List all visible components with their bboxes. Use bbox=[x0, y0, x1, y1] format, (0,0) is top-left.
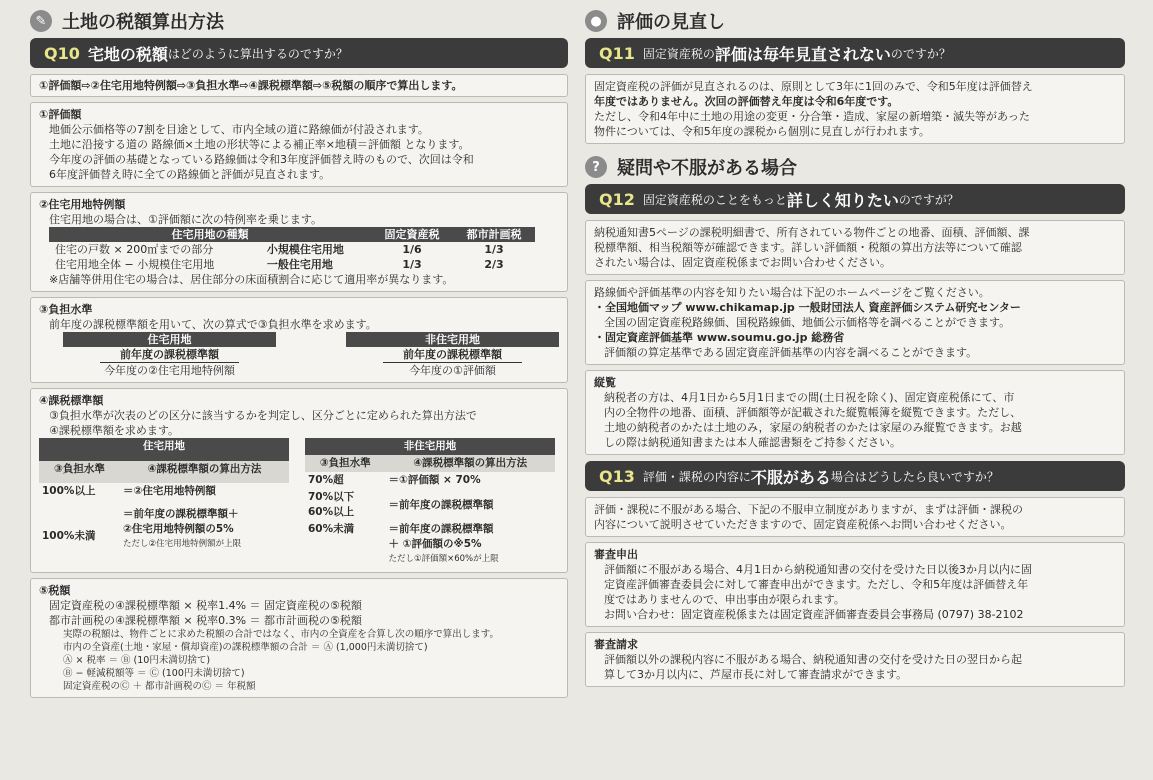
section-title-review: ● 評価の見直し bbox=[585, 8, 1125, 34]
left-column bbox=[30, 8, 568, 703]
box-inspection: 縦覧 納税者の方は、4月1日から5月1日までの間(土日祝を除く)、固定資産税係にて、市 内の全物件の地番、面積、評価額等が記載された縦覧帳簿を縦覧できます。ただし、 土地の納税者のかたは土地のみ，家屋の納税者のかたは家屋のみ縦覧できます。お越 しの際は納税通知書または本人確認書類をご持参ください。 bbox=[585, 370, 1125, 455]
formula-non-residential: 非住宅用地 前年度の課税標準額 今年度の①評価額 bbox=[346, 332, 559, 378]
calc-flow: ①評価額⇨②住宅用地特例額⇨③負担水準⇨④課税標準額⇨⑤税額の順序で算出します。 bbox=[30, 74, 568, 97]
table-row: 住宅用地全体 − 小規模住宅用地 一般住宅用地 1/3 2/3 bbox=[55, 258, 504, 271]
person-icon: ● bbox=[585, 10, 607, 32]
tax-base-non-residential-table: 非住宅用地 ③負担水準 ④課税標準額の算出方法 70%超 ＝①評価額 × 70% 70%以下 60%以上 ＝前年度の課税標準額 60%未満 ＝前年度の課税標準額 ＋ ①評価額の※5% ただし①評価額×60%が上限 bbox=[305, 438, 555, 568]
pencil-icon: ✎ bbox=[30, 10, 52, 32]
right-column bbox=[585, 8, 1125, 692]
q10-bar: Q10 宅地の税額 はどのように算出するのですか？ bbox=[30, 38, 568, 68]
box-review-request: 審査申出 評価額に不服がある場合、4月1日から納税通知書の交付を受けた日以後3か月以内に固 定資産評価審査委員会に対して審査申出ができます。ただし、令和5年度は評価替え年 度ではありませんので、申出事由が限られます。 お問い合わせ：固定資産税係または固定資産評価審査委員会事務局 (0797) 38-2102 bbox=[585, 542, 1125, 627]
special-rate-table: 住宅用地の種類 固定資産税 都市計画税 住宅の戸数 × 200㎡までの部分 小規模住宅用地 1/6 1/3 住宅用地全体 − 小規模住宅用地 一般住宅用地 1/3 2/3 bbox=[49, 227, 535, 272]
box-residential-special: ②住宅用地特例額 住宅用地の場合は、①評価額に次の特例率を乗じます。 住宅用地の種類 固定資産税 都市計画税 住宅の戸数 × 200㎡までの部分 小規模住宅用地 1/6 1/3 住宅用地全体 − 小規模住宅用地 一般住宅用地 1/3 2/3 ※店舗等併用住宅の場合は、居住部分の床面積割合に応じて適用率が異なります。 bbox=[30, 192, 568, 292]
q11-answer: 固定資産税の評価が見直されるのは、原則として3年に1回のみで、令和5年度は評価替え 年度ではありません。次回の評価替え年度は令和6年度です。 ただし、令和4年中に土地の用途の変更・分合筆・造成、家屋の新増築・滅失等があった 物件については、令和5年度の課税から個別に見直しが行われます。 bbox=[585, 74, 1125, 144]
formula-residential: 住宅用地 前年度の課税標準額 今年度の②住宅用地特例額 bbox=[63, 332, 276, 378]
section-title-tax-method: ✎ 土地の税額算出方法 bbox=[30, 8, 568, 34]
q11-bar: Q11 固定資産税の 評価は毎年見直されない のですか？ bbox=[585, 38, 1125, 68]
tax-base-residential-table: 住宅用地 ③負担水準 ④課税標準額の算出方法 100%以上 ＝②住宅用地特例額 100%未満 ＝前年度の課税標準額＋ ②住宅用地特例額の5% ただし②住宅用地特例額が上限 bbox=[39, 438, 289, 568]
question-icon: ? bbox=[585, 156, 607, 178]
box-tax-base: ④課税標準額 ③負担水準が次表のどの区分に該当するかを判定し、区分ごとに定められた算出方法で ④課税標準額を求めます。 住宅用地 ③負担水準 ④課税標準額の算出方法 100%以上 ＝②住宅用地特例額 100%未満 ＝前年度の課税標準額＋ ②住宅用地特例額の5% ただし②住宅用地特例額が上限 非住宅用地 ③負担水準 ④課税標準額の算出方法 70%超 ＝①評価額 × 70% 70%以下 60%以上 ＝前年度の課税標準額 60%未満 ＝前年度の課税標準額 ＋ ①評価額の※5% ただし①評価額×60%が上限 bbox=[30, 388, 568, 573]
table-row: 住宅の戸数 × 200㎡までの部分 小規模住宅用地 1/6 1/3 bbox=[55, 243, 504, 256]
link-soumu[interactable]: ・固定資産評価基準 www.soumu.go.jp 総務省 bbox=[594, 331, 845, 344]
box-burden-level: ③負担水準 前年度の課税標準額を用いて、次の算式で③負担水準を求めます。 住宅用地 前年度の課税標準額 今年度の②住宅用地特例額 非住宅用地 前年度の課税標準額 今年度の①評価額 bbox=[30, 297, 568, 383]
q12-links: 路線価や評価基準の内容を知りたい場合は下記のホームページをご覧ください。 ・全国地価マップ www.chikamap.jp 一般財団法人 資産評価システム研究センター 全国の固定資産税路線価、国税路線価、地価公示価格等を調べることができます。 ・固定資産評価基準 www.soumu.go.jp 総務省 評価額の算定基準である固定資産評価基準の内容を調べることができます。 bbox=[585, 280, 1125, 365]
q12-answer: 納税通知書5ページの課税明細書で、所有されている物件ごとの地番、面積、評価額、課 税標準額、相当税額等が確認できます。詳しい評価額・税額の算出方法等について確認 されたい場合は、固定資産税係までお問い合わせください。 bbox=[585, 220, 1125, 275]
box-valuation: ①評価額 地価公示価格等の7割を目途として、市内全域の道に路線価が付設されます。 土地に沿接する道の 路線価×土地の形状等による補正率×地積＝評価額 となります。 今年度の評価の基礎となっている路線価は令和3年度評価替え時のもので、次回は令和 6年度評価替え時に全ての路線価と評価が見直されます。 bbox=[30, 102, 568, 187]
box-tax-amount: ⑤税額 固定資産税の④課税標準額 × 税率1.4% ＝ 固定資産税の⑤税額 都市計画税の④課税標準額 × 税率0.3% ＝ 都市計画税の⑤税額 実際の税額は、物件ごとに求めた税額の合計ではなく、市内の全資産を合算し次の順序で算出します。 市内の全資産(土地・家屋・償却資産)の課税標準額の合計 ＝ Ⓐ (1,000円未満切捨て) Ⓐ × 税率 ＝ Ⓑ (10円未満切捨て) Ⓑ − 軽減税額等 ＝ Ⓒ (100円未満切捨て) 固定資産税のⒸ ＋ 都市計画税のⒸ ＝ 年税額 bbox=[30, 578, 568, 698]
link-chikamap[interactable]: ・全国地価マップ www.chikamap.jp 一般財団法人 資産評価システム研究センター bbox=[594, 301, 1021, 314]
contact-info: お問い合わせ：固定資産税係または固定資産評価審査委員会事務局 (0797) 38-2102 bbox=[604, 608, 1024, 621]
box-appeal: 審査請求 評価額以外の課税内容に不服がある場合、納税通知書の交付を受けた日の翌日から起 算して3か月以内に、芦屋市長に対して審査請求ができます。 bbox=[585, 632, 1125, 687]
section-title-questions: ? 疑問や不服がある場合 bbox=[585, 154, 1125, 180]
q13-bar: Q13 評価・課税の内容に 不服がある 場合はどうしたら良いですか？ bbox=[585, 461, 1125, 491]
q12-bar: Q12 固定資産税のことをもっと 詳しく知りたい のですが？ bbox=[585, 184, 1125, 214]
q13-answer: 評価・課税に不服がある場合、下記の不服申立制度がありますが、まずは評価・課税の 内容について説明させていただきますので、固定資産税係へお問い合わせください。 bbox=[585, 497, 1125, 537]
